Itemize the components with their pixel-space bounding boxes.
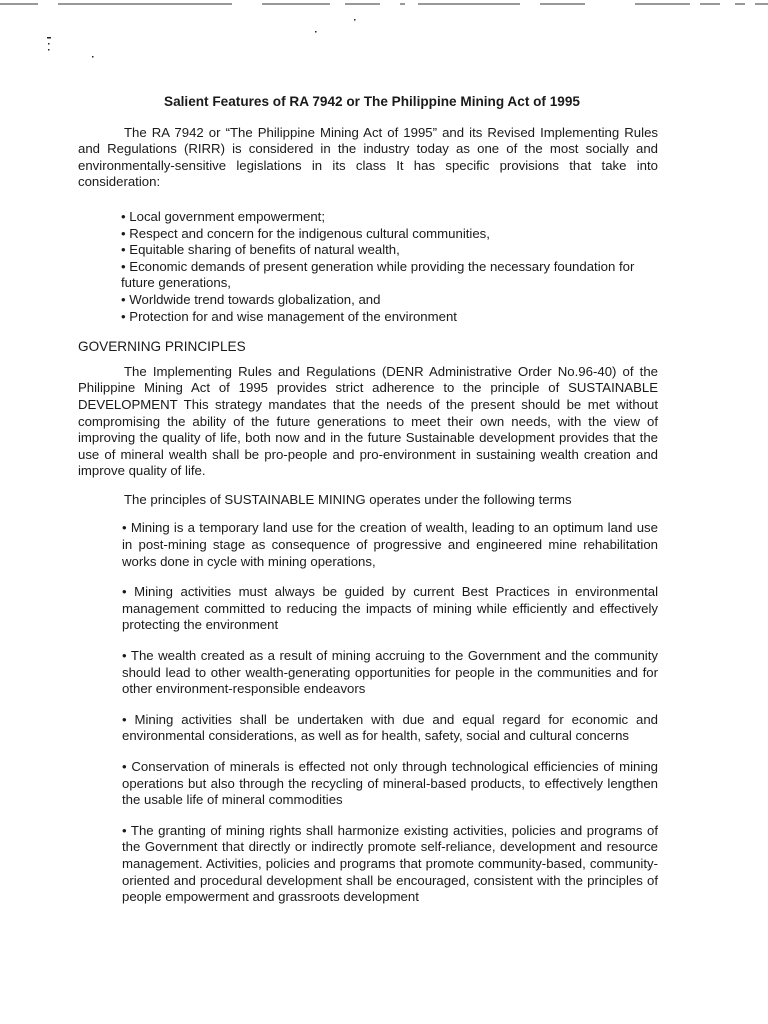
document-page: [78, 94, 658, 906]
features-list-item: • Equitable sharing of benefits of natural wealth,: [121, 242, 400, 258]
principles-list: [78, 520, 658, 905]
features-list-item: • Local government empowerment;: [121, 208, 325, 224]
principles-list-item: • The wealth created as a result of mining accruing to the Government and the community should lead to other wealth-generating opportunities for people in the communities and for other environment-responsible endeavors: [122, 648, 658, 697]
principles-list-item: • Conservation of minerals is effected not only through technological efficiencies of mining operations but also through the recycling of mineral-based products, to effectively lengthen the usable life of mineral commodities: [122, 759, 658, 808]
document-title: Salient Features of RA 7942 or The Philippine Mining Act of 1995: [164, 94, 580, 109]
principles-list-item: • Mining activities shall be undertaken with due and equal regard for economic and environmental considerations, as well as for health, safety, social and cultural concerns: [122, 711, 658, 744]
principles-list-item: • Mining is a temporary land use for the creation of wealth, leading to an optimum land use in post-mining stage as consequence of progressive and engineered mine rehabilitation works done in cycle with mining operations,: [122, 520, 658, 569]
scan-artifacts: [0, 0, 768, 70]
features-list-item: • Respect and concern for the indigenous cultural communities,: [121, 225, 490, 241]
principles-list-item: • Mining activities must always be guided by current Best Practices in environmental management committed to reducing the impacts of mining while efficiently and effectively protecting the environment: [122, 584, 658, 633]
intro-paragraph: The RA 7942 or “The Philippine Mining Act of 1995” and its Revised Implementing Rules and Regulations (RIRR) is considered in the industry today as one of the most socially and environmentally-sensitive legislations in its class It has specific provisions that take into consideration:: [78, 124, 658, 190]
features-list-item: • Economic demands of present generation while providing the necessary foundation for future generations,: [121, 258, 635, 291]
principles-intro: The principles of SUSTAINABLE MINING operates under the following terms: [124, 491, 572, 507]
features-list-item: • Worldwide trend towards globalization, and: [121, 291, 381, 307]
features-list: [78, 209, 658, 325]
governing-paragraph: The Implementing Rules and Regulations (DENR Administrative Order No.96-40) of the Philippine Mining Act of 1995 provides strict adherence to the principle of SUSTAINABLE DEVELOPMENT This strategy mandates that the needs of the present should be met without compromising the ability of the future generations to meet their own needs, with the view of improving the quality of life, both now and in the future Sustainable development provides that the use of mineral wealth shall be pro-people and pro-environment in sustaining wealth creation and improve quality of life.: [78, 363, 658, 479]
features-list-item: • Protection for and wise management of the environment: [121, 308, 457, 324]
principles-list-item: • The granting of mining rights shall harmonize existing activities, policies and programs of the Government that directly or indirectly promote self-reliance, development and resource management. Activities, policies and programs that promote community-based, community-oriented and procedural development shall be encouraged, consistent with the principles of people empowerment and grassroots development: [122, 822, 658, 905]
section-heading: GOVERNING PRINCIPLES: [78, 339, 246, 355]
